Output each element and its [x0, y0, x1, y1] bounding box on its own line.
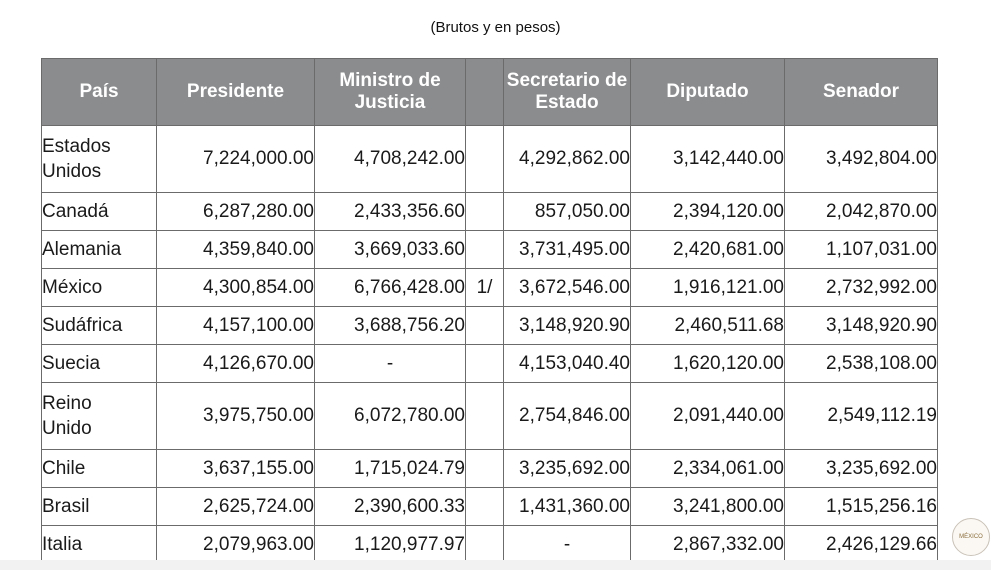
cell-diputado: 1,620,120.00 [631, 345, 785, 383]
cell-presidente: 7,224,000.00 [157, 126, 315, 193]
cell-ministro-justicia: 3,669,033.60 [315, 231, 466, 269]
table-row [42, 383, 938, 450]
cell-senador: 2,426,129.66 [785, 526, 938, 564]
cell-presidente: 6,287,280.00 [157, 193, 315, 231]
cell-pais: México [42, 269, 157, 307]
cell-senador: 1,515,256.16 [785, 488, 938, 526]
bottom-bar [0, 560, 991, 570]
header-secretario-estado: Secretario de Estado [504, 59, 631, 126]
cell-note [466, 307, 504, 345]
cell-ministro-justicia: 4,708,242.00 [315, 126, 466, 193]
cell-diputado: 3,241,800.00 [631, 488, 785, 526]
seal-text: MÉXICO [959, 533, 983, 540]
cell-presidente: 3,975,750.00 [157, 383, 315, 450]
cell-pais: Brasil [42, 488, 157, 526]
cell-secretario-estado: 4,153,040.40 [504, 345, 631, 383]
cell-presidente: 2,079,963.00 [157, 526, 315, 564]
cell-senador: 2,042,870.00 [785, 193, 938, 231]
cell-presidente: 4,300,854.00 [157, 269, 315, 307]
cell-senador: 2,549,112.19 [785, 383, 938, 450]
cell-ministro-justicia: 3,688,756.20 [315, 307, 466, 345]
cell-secretario-estado: 3,235,692.00 [504, 450, 631, 488]
cell-secretario-estado: 4,292,862.00 [504, 126, 631, 193]
cell-secretario-estado: 1,431,360.00 [504, 488, 631, 526]
cell-secretario-estado: 3,672,546.00 [504, 269, 631, 307]
table-row [42, 450, 938, 488]
cell-diputado: 2,420,681.00 [631, 231, 785, 269]
cell-presidente: 2,625,724.00 [157, 488, 315, 526]
header-presidente: Presidente [157, 59, 315, 126]
cell-pais: Alemania [42, 231, 157, 269]
cell-ministro-justicia: 6,072,780.00 [315, 383, 466, 450]
cell-ministro-justicia: 1,715,024.79 [315, 450, 466, 488]
cell-diputado: 2,867,332.00 [631, 526, 785, 564]
cell-diputado: 2,394,120.00 [631, 193, 785, 231]
cell-note: 1/ [466, 269, 504, 307]
table-row [42, 193, 938, 231]
table-subtitle: (Brutos y en pesos) [430, 19, 561, 36]
cell-diputado: 2,091,440.00 [631, 383, 785, 450]
cell-note [466, 450, 504, 488]
table-row [42, 345, 938, 383]
cell-pais: Sudáfrica [42, 307, 157, 345]
cell-pais: Suecia [42, 345, 157, 383]
cell-ministro-justicia: - [315, 345, 466, 383]
cell-pais: Italia [42, 526, 157, 564]
cell-senador: 3,235,692.00 [785, 450, 938, 488]
header-ministro-justicia: Ministro de Justicia [315, 59, 466, 126]
cell-senador: 2,732,992.00 [785, 269, 938, 307]
cell-ministro-justicia: 2,390,600.33 [315, 488, 466, 526]
table-row [42, 488, 938, 526]
cell-note [466, 345, 504, 383]
cell-senador: 3,148,920.90 [785, 307, 938, 345]
cell-ministro-justicia: 1,120,977.97 [315, 526, 466, 564]
cell-diputado: 1,916,121.00 [631, 269, 785, 307]
cell-pais: Reino Unido [42, 383, 157, 450]
government-seal-logo [952, 518, 990, 556]
cell-secretario-estado: 3,731,495.00 [504, 231, 631, 269]
cell-presidente: 4,359,840.00 [157, 231, 315, 269]
cell-presidente: 4,157,100.00 [157, 307, 315, 345]
cell-senador: 1,107,031.00 [785, 231, 938, 269]
cell-note [466, 231, 504, 269]
header-note-column [466, 59, 504, 126]
cell-pais: Chile [42, 450, 157, 488]
cell-note [466, 193, 504, 231]
header-senador: Senador [785, 59, 938, 126]
cell-note [466, 126, 504, 193]
cell-ministro-justicia: 6,766,428.00 [315, 269, 466, 307]
table-row [42, 526, 938, 564]
cell-ministro-justicia: 2,433,356.60 [315, 193, 466, 231]
cell-note [466, 526, 504, 564]
header-pais: País [42, 59, 157, 126]
header-diputado: Diputado [631, 59, 785, 126]
cell-presidente: 3,637,155.00 [157, 450, 315, 488]
cell-secretario-estado: - [504, 526, 631, 564]
cell-pais: Estados Unidos [42, 126, 157, 193]
cell-senador: 3,492,804.00 [785, 126, 938, 193]
cell-note [466, 383, 504, 450]
cell-diputado: 3,142,440.00 [631, 126, 785, 193]
cell-senador: 2,538,108.00 [785, 345, 938, 383]
cell-presidente: 4,126,670.00 [157, 345, 315, 383]
cell-diputado: 2,460,511.68 [631, 307, 785, 345]
table-row [42, 126, 938, 193]
salary-comparison-table [41, 58, 938, 564]
table-row [42, 307, 938, 345]
table-row [42, 269, 938, 307]
cell-secretario-estado: 3,148,920.90 [504, 307, 631, 345]
cell-diputado: 2,334,061.00 [631, 450, 785, 488]
table-header-row [42, 59, 938, 126]
table-row [42, 231, 938, 269]
cell-secretario-estado: 2,754,846.00 [504, 383, 631, 450]
cell-note [466, 488, 504, 526]
cell-secretario-estado: 857,050.00 [504, 193, 631, 231]
cell-pais: Canadá [42, 193, 157, 231]
